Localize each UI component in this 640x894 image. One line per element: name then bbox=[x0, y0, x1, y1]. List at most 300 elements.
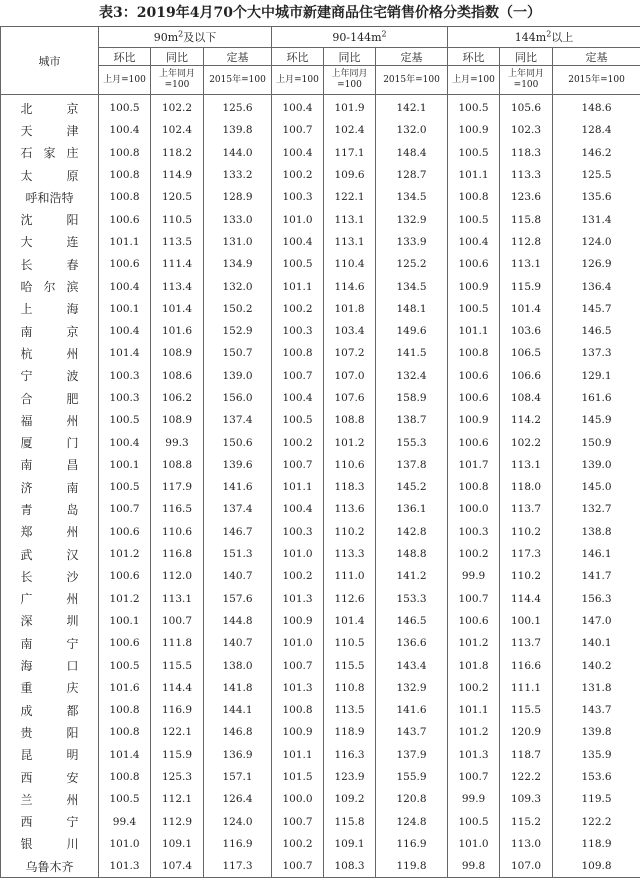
base-dingji: 2015年=100 bbox=[204, 66, 272, 95]
value-cell: 100.2 bbox=[272, 431, 324, 453]
value-cell: 107.0 bbox=[500, 855, 553, 878]
city-name: 郑州 bbox=[20, 525, 79, 540]
value-cell: 137.9 bbox=[376, 744, 448, 766]
city-cell bbox=[1, 565, 99, 587]
value-cell: 133.9 bbox=[376, 231, 448, 253]
table-row bbox=[1, 588, 640, 610]
city-name: 宁波 bbox=[20, 369, 79, 384]
value-cell: 136.4 bbox=[553, 275, 640, 297]
city-cell bbox=[1, 342, 99, 364]
value-cell: 109.8 bbox=[553, 855, 640, 878]
value-cell: 153.6 bbox=[553, 766, 640, 788]
value-cell: 150.6 bbox=[204, 431, 272, 453]
value-cell: 100.6 bbox=[99, 208, 151, 230]
value-cell: 101.5 bbox=[272, 766, 324, 788]
group-header-small: $90m^2$及以下 bbox=[99, 27, 272, 48]
value-cell: 134.5 bbox=[376, 275, 448, 297]
value-cell: 100.2 bbox=[272, 164, 324, 186]
value-cell: 100.6 bbox=[99, 521, 151, 543]
table-row bbox=[1, 164, 640, 186]
value-cell: 102.4 bbox=[324, 119, 376, 141]
value-cell: 106.5 bbox=[500, 342, 553, 364]
value-cell: 112.9 bbox=[151, 811, 204, 833]
value-cell: 144.0 bbox=[204, 142, 272, 164]
value-cell: 155.9 bbox=[376, 766, 448, 788]
city-name: 南昌 bbox=[20, 458, 79, 473]
value-cell: 155.3 bbox=[376, 431, 448, 453]
value-cell: 114.9 bbox=[151, 164, 204, 186]
value-cell: 118.3 bbox=[324, 476, 376, 498]
value-cell: 118.2 bbox=[151, 142, 204, 164]
value-cell: 115.8 bbox=[500, 208, 553, 230]
city-cell bbox=[1, 476, 99, 498]
value-cell: 100.5 bbox=[448, 208, 500, 230]
value-cell: 100.4 bbox=[272, 231, 324, 253]
value-cell: 140.7 bbox=[204, 632, 272, 654]
value-cell: 110.4 bbox=[324, 253, 376, 275]
value-cell: 115.5 bbox=[151, 654, 204, 676]
value-cell: 145.0 bbox=[553, 476, 640, 498]
value-cell: 117.3 bbox=[500, 543, 553, 565]
city-cell bbox=[1, 320, 99, 342]
city-cell bbox=[1, 454, 99, 476]
value-cell: 116.8 bbox=[151, 543, 204, 565]
table-row bbox=[1, 231, 640, 253]
city-name: 青岛 bbox=[20, 502, 79, 517]
value-cell: 100.6 bbox=[448, 431, 500, 453]
city-name: 哈尔滨 bbox=[20, 280, 79, 295]
city-name: 上海 bbox=[20, 302, 79, 317]
subhead-tongbi: 同比 bbox=[500, 48, 553, 66]
table-row bbox=[1, 811, 640, 833]
value-cell: 100.4 bbox=[99, 431, 151, 453]
value-cell: 103.4 bbox=[324, 320, 376, 342]
value-cell: 100.9 bbox=[448, 275, 500, 297]
value-cell: 100.5 bbox=[99, 95, 151, 120]
value-cell: 101.1 bbox=[448, 164, 500, 186]
value-cell: 100.8 bbox=[99, 766, 151, 788]
value-cell: 150.2 bbox=[204, 298, 272, 320]
value-cell: 100.9 bbox=[272, 721, 324, 743]
value-cell: 101.0 bbox=[448, 833, 500, 855]
value-cell: 116.9 bbox=[151, 699, 204, 721]
value-cell: 141.5 bbox=[376, 342, 448, 364]
city-name: 贵阳 bbox=[20, 725, 79, 740]
value-cell: 100.5 bbox=[272, 409, 324, 431]
value-cell: 99.9 bbox=[448, 565, 500, 587]
value-cell: 100.6 bbox=[448, 387, 500, 409]
value-cell: 111.1 bbox=[500, 677, 553, 699]
value-cell: 122.2 bbox=[500, 766, 553, 788]
value-cell: 111.0 bbox=[324, 565, 376, 587]
value-cell: 116.9 bbox=[376, 833, 448, 855]
subhead-tongbi: 同比 bbox=[324, 48, 376, 66]
value-cell: 100.6 bbox=[448, 253, 500, 275]
city-cell bbox=[1, 365, 99, 387]
value-cell: 101.3 bbox=[448, 744, 500, 766]
city-cell bbox=[1, 632, 99, 654]
subhead-dingji: 定基 bbox=[204, 48, 272, 66]
table-row bbox=[1, 543, 640, 565]
table-row bbox=[1, 699, 640, 721]
value-cell: 110.6 bbox=[324, 454, 376, 476]
value-cell: 116.3 bbox=[324, 744, 376, 766]
table-row bbox=[1, 654, 640, 676]
value-cell: 100.2 bbox=[272, 565, 324, 587]
value-cell: 101.7 bbox=[448, 454, 500, 476]
value-cell: 100.0 bbox=[448, 498, 500, 520]
value-cell: 106.2 bbox=[151, 387, 204, 409]
value-cell: 141.7 bbox=[553, 565, 640, 587]
value-cell: 100.5 bbox=[448, 811, 500, 833]
value-cell: 100.5 bbox=[448, 95, 500, 120]
value-cell: 125.5 bbox=[553, 164, 640, 186]
table-row bbox=[1, 320, 640, 342]
value-cell: 139.8 bbox=[553, 721, 640, 743]
city-cell bbox=[1, 208, 99, 230]
city-cell bbox=[1, 275, 99, 297]
value-cell: 131.4 bbox=[553, 208, 640, 230]
value-cell: 100.7 bbox=[272, 855, 324, 878]
value-cell: 99.9 bbox=[448, 788, 500, 810]
value-cell: 147.0 bbox=[553, 610, 640, 632]
value-cell: 100.6 bbox=[448, 610, 500, 632]
value-cell: 107.0 bbox=[324, 365, 376, 387]
subhead-dingji: 定基 bbox=[376, 48, 448, 66]
value-cell: 134.5 bbox=[376, 186, 448, 208]
value-cell: 100.9 bbox=[448, 409, 500, 431]
value-cell: 140.7 bbox=[204, 565, 272, 587]
value-cell: 100.1 bbox=[99, 610, 151, 632]
value-cell: 120.8 bbox=[376, 788, 448, 810]
value-cell: 120.9 bbox=[500, 721, 553, 743]
value-cell: 101.8 bbox=[448, 654, 500, 676]
value-cell: 135.9 bbox=[553, 744, 640, 766]
table-row bbox=[1, 788, 640, 810]
city-name: 成都 bbox=[20, 703, 79, 718]
value-cell: 101.6 bbox=[151, 320, 204, 342]
value-cell: 100.4 bbox=[272, 95, 324, 120]
value-cell: 101.4 bbox=[99, 342, 151, 364]
value-cell: 137.4 bbox=[204, 409, 272, 431]
value-cell: 100.2 bbox=[448, 677, 500, 699]
value-cell: 135.6 bbox=[553, 186, 640, 208]
value-cell: 100.8 bbox=[99, 142, 151, 164]
value-cell: 113.1 bbox=[500, 253, 553, 275]
value-cell: 157.1 bbox=[204, 766, 272, 788]
value-cell: 100.1 bbox=[500, 610, 553, 632]
city-cell bbox=[1, 298, 99, 320]
value-cell: 107.4 bbox=[151, 855, 204, 878]
table-header bbox=[1, 27, 640, 95]
value-cell: 115.8 bbox=[324, 811, 376, 833]
value-cell: 100.6 bbox=[99, 565, 151, 587]
value-cell: 107.2 bbox=[324, 342, 376, 364]
value-cell: 100.1 bbox=[99, 454, 151, 476]
value-cell: 120.5 bbox=[151, 186, 204, 208]
value-cell: 112.6 bbox=[324, 588, 376, 610]
table-row bbox=[1, 95, 640, 120]
city-name: 昆明 bbox=[20, 748, 79, 763]
base-tongbi: 上年同月=100 bbox=[151, 66, 204, 95]
city-name: 济南 bbox=[20, 480, 79, 495]
table-row bbox=[1, 298, 640, 320]
value-cell: 101.1 bbox=[272, 275, 324, 297]
value-cell: 100.4 bbox=[272, 142, 324, 164]
value-cell: 100.8 bbox=[448, 476, 500, 498]
value-cell: 141.2 bbox=[376, 565, 448, 587]
subhead-huanbi: 环比 bbox=[272, 48, 324, 66]
value-cell: 124.0 bbox=[553, 231, 640, 253]
value-cell: 112.1 bbox=[151, 788, 204, 810]
value-cell: 100.5 bbox=[99, 409, 151, 431]
city-name: 深圳 bbox=[20, 614, 79, 629]
table-row bbox=[1, 409, 640, 431]
value-cell: 115.5 bbox=[324, 654, 376, 676]
city-name: 厦门 bbox=[20, 436, 79, 451]
city-name: 南宁 bbox=[20, 636, 79, 651]
value-cell: 100.9 bbox=[272, 610, 324, 632]
value-cell: 114.4 bbox=[500, 588, 553, 610]
value-cell: 131.8 bbox=[553, 677, 640, 699]
value-cell: 156.0 bbox=[204, 387, 272, 409]
table-row bbox=[1, 365, 640, 387]
base-dingji: 2015年=100 bbox=[376, 66, 448, 95]
value-cell: 100.8 bbox=[99, 186, 151, 208]
table-row bbox=[1, 186, 640, 208]
table-row bbox=[1, 721, 640, 743]
value-cell: 101.4 bbox=[500, 298, 553, 320]
value-cell: 100.8 bbox=[99, 721, 151, 743]
value-cell: 122.2 bbox=[553, 811, 640, 833]
value-cell: 102.2 bbox=[500, 431, 553, 453]
value-cell: 100.5 bbox=[99, 654, 151, 676]
table-row bbox=[1, 142, 640, 164]
value-cell: 114.4 bbox=[151, 677, 204, 699]
value-cell: 100.7 bbox=[272, 365, 324, 387]
city-cell bbox=[1, 164, 99, 186]
value-cell: 113.3 bbox=[324, 543, 376, 565]
value-cell: 136.1 bbox=[376, 498, 448, 520]
value-cell: 145.9 bbox=[553, 409, 640, 431]
value-cell: 101.0 bbox=[272, 632, 324, 654]
value-cell: 114.6 bbox=[324, 275, 376, 297]
value-cell: 101.8 bbox=[324, 298, 376, 320]
value-cell: 128.7 bbox=[376, 164, 448, 186]
table-row bbox=[1, 208, 640, 230]
value-cell: 144.1 bbox=[204, 699, 272, 721]
table-row bbox=[1, 342, 640, 364]
value-cell: 115.9 bbox=[500, 275, 553, 297]
value-cell: 110.2 bbox=[500, 565, 553, 587]
value-cell: 102.3 bbox=[500, 119, 553, 141]
value-cell: 101.1 bbox=[448, 320, 500, 342]
value-cell: 100.4 bbox=[99, 275, 151, 297]
value-cell: 141.8 bbox=[204, 677, 272, 699]
value-cell: 125.2 bbox=[376, 253, 448, 275]
value-cell: 145.7 bbox=[553, 298, 640, 320]
value-cell: 118.0 bbox=[500, 476, 553, 498]
city-name: 长春 bbox=[20, 257, 79, 272]
value-cell: 139.0 bbox=[204, 365, 272, 387]
value-cell: 146.2 bbox=[553, 142, 640, 164]
value-cell: 108.8 bbox=[324, 409, 376, 431]
city-name: 银川 bbox=[20, 837, 79, 852]
value-cell: 117.3 bbox=[204, 855, 272, 878]
value-cell: 112.8 bbox=[500, 231, 553, 253]
subhead-tongbi: 同比 bbox=[151, 48, 204, 66]
city-cell bbox=[1, 142, 99, 164]
value-cell: 109.6 bbox=[324, 164, 376, 186]
table-row bbox=[1, 253, 640, 275]
value-cell: 150.9 bbox=[553, 431, 640, 453]
value-cell: 101.6 bbox=[99, 677, 151, 699]
value-cell: 137.3 bbox=[553, 342, 640, 364]
value-cell: 113.7 bbox=[500, 632, 553, 654]
value-cell: 144.8 bbox=[204, 610, 272, 632]
city-name: 西宁 bbox=[20, 815, 79, 830]
value-cell: 100.8 bbox=[272, 699, 324, 721]
value-cell: 115.5 bbox=[500, 699, 553, 721]
value-cell: 101.0 bbox=[272, 208, 324, 230]
value-cell: 101.3 bbox=[272, 588, 324, 610]
value-cell: 109.3 bbox=[500, 788, 553, 810]
value-cell: 100.9 bbox=[448, 119, 500, 141]
value-cell: 108.9 bbox=[151, 409, 204, 431]
value-cell: 137.4 bbox=[204, 498, 272, 520]
value-cell: 124.8 bbox=[376, 811, 448, 833]
city-cell bbox=[1, 699, 99, 721]
value-cell: 114.2 bbox=[500, 409, 553, 431]
value-cell: 99.3 bbox=[151, 431, 204, 453]
city-name: 沈阳 bbox=[20, 213, 79, 228]
value-cell: 113.3 bbox=[500, 164, 553, 186]
city-cell bbox=[1, 588, 99, 610]
city-cell bbox=[1, 431, 99, 453]
value-cell: 100.4 bbox=[99, 119, 151, 141]
city-cell bbox=[1, 677, 99, 699]
table-row bbox=[1, 521, 640, 543]
value-cell: 119.5 bbox=[553, 788, 640, 810]
value-cell: 100.0 bbox=[272, 788, 324, 810]
city-name: 福州 bbox=[20, 413, 79, 428]
value-cell: 110.2 bbox=[324, 521, 376, 543]
value-cell: 143.7 bbox=[553, 699, 640, 721]
value-cell: 100.1 bbox=[99, 298, 151, 320]
value-cell: 146.7 bbox=[204, 521, 272, 543]
table-row bbox=[1, 431, 640, 453]
base-dingji: 2015年=100 bbox=[553, 66, 640, 95]
value-cell: 134.9 bbox=[204, 253, 272, 275]
city-name: 武汉 bbox=[20, 547, 79, 562]
city-name: 呼和浩特 bbox=[25, 190, 74, 205]
value-cell: 132.4 bbox=[376, 365, 448, 387]
value-cell: 126.9 bbox=[553, 253, 640, 275]
city-cell bbox=[1, 186, 99, 208]
city-cell bbox=[1, 119, 99, 141]
value-cell: 100.5 bbox=[448, 142, 500, 164]
table-title: 表3：2019年4月70个大中城市新建商品住宅销售价格分类指数（一） bbox=[99, 5, 541, 21]
value-cell: 100.3 bbox=[272, 320, 324, 342]
value-cell: 132.9 bbox=[376, 208, 448, 230]
value-cell: 100.3 bbox=[99, 365, 151, 387]
city-cell bbox=[1, 498, 99, 520]
value-cell: 138.7 bbox=[376, 409, 448, 431]
table-row bbox=[1, 119, 640, 141]
table-row bbox=[1, 565, 640, 587]
value-cell: 117.9 bbox=[151, 476, 204, 498]
value-cell: 100.7 bbox=[151, 610, 204, 632]
city-name: 合肥 bbox=[20, 391, 79, 406]
table-row bbox=[1, 632, 640, 654]
table-row bbox=[1, 275, 640, 297]
value-cell: 101.4 bbox=[324, 610, 376, 632]
value-cell: 99.8 bbox=[448, 855, 500, 878]
value-cell: 100.3 bbox=[272, 186, 324, 208]
value-cell: 132.0 bbox=[376, 119, 448, 141]
group-header-large: $144m^2$以上 bbox=[448, 27, 640, 48]
value-cell: 139.0 bbox=[553, 454, 640, 476]
base-huanbi: 上月=100 bbox=[272, 66, 324, 95]
group-header-medium: $90-144m^2$ bbox=[272, 27, 448, 48]
value-cell: 123.6 bbox=[500, 186, 553, 208]
city-cell bbox=[1, 409, 99, 431]
value-cell: 101.2 bbox=[99, 588, 151, 610]
value-cell: 109.2 bbox=[324, 788, 376, 810]
value-cell: 136.9 bbox=[204, 744, 272, 766]
subhead-huanbi: 环比 bbox=[448, 48, 500, 66]
base-tongbi: 上年同月=100 bbox=[500, 66, 553, 95]
value-cell: 132.0 bbox=[204, 275, 272, 297]
value-cell: 100.6 bbox=[448, 365, 500, 387]
value-cell: 146.8 bbox=[204, 721, 272, 743]
value-cell: 140.1 bbox=[553, 632, 640, 654]
table-row bbox=[1, 610, 640, 632]
value-cell: 100.2 bbox=[272, 833, 324, 855]
table-row bbox=[1, 387, 640, 409]
value-cell: 101.3 bbox=[99, 855, 151, 878]
city-cell bbox=[1, 721, 99, 743]
value-cell: 140.2 bbox=[553, 654, 640, 676]
value-cell: 153.3 bbox=[376, 588, 448, 610]
value-cell: 113.1 bbox=[500, 454, 553, 476]
city-name: 北京 bbox=[20, 101, 79, 116]
value-cell: 157.6 bbox=[204, 588, 272, 610]
value-cell: 112.0 bbox=[151, 565, 204, 587]
value-cell: 136.6 bbox=[376, 632, 448, 654]
city-cell bbox=[1, 521, 99, 543]
value-cell: 101.2 bbox=[448, 632, 500, 654]
city-name: 大连 bbox=[20, 235, 79, 250]
value-cell: 113.5 bbox=[324, 699, 376, 721]
value-cell: 100.4 bbox=[99, 320, 151, 342]
value-cell: 148.8 bbox=[376, 543, 448, 565]
city-cell bbox=[1, 610, 99, 632]
city-name: 太原 bbox=[20, 168, 79, 183]
value-cell: 101.1 bbox=[272, 476, 324, 498]
value-cell: 101.1 bbox=[99, 231, 151, 253]
value-cell: 108.6 bbox=[151, 365, 204, 387]
value-cell: 129.1 bbox=[553, 365, 640, 387]
city-cell bbox=[1, 788, 99, 810]
value-cell: 100.3 bbox=[448, 521, 500, 543]
value-cell: 122.1 bbox=[151, 721, 204, 743]
value-cell: 123.9 bbox=[324, 766, 376, 788]
value-cell: 106.6 bbox=[500, 365, 553, 387]
value-cell: 102.2 bbox=[151, 95, 204, 120]
value-cell: 142.1 bbox=[376, 95, 448, 120]
value-cell: 101.4 bbox=[151, 298, 204, 320]
